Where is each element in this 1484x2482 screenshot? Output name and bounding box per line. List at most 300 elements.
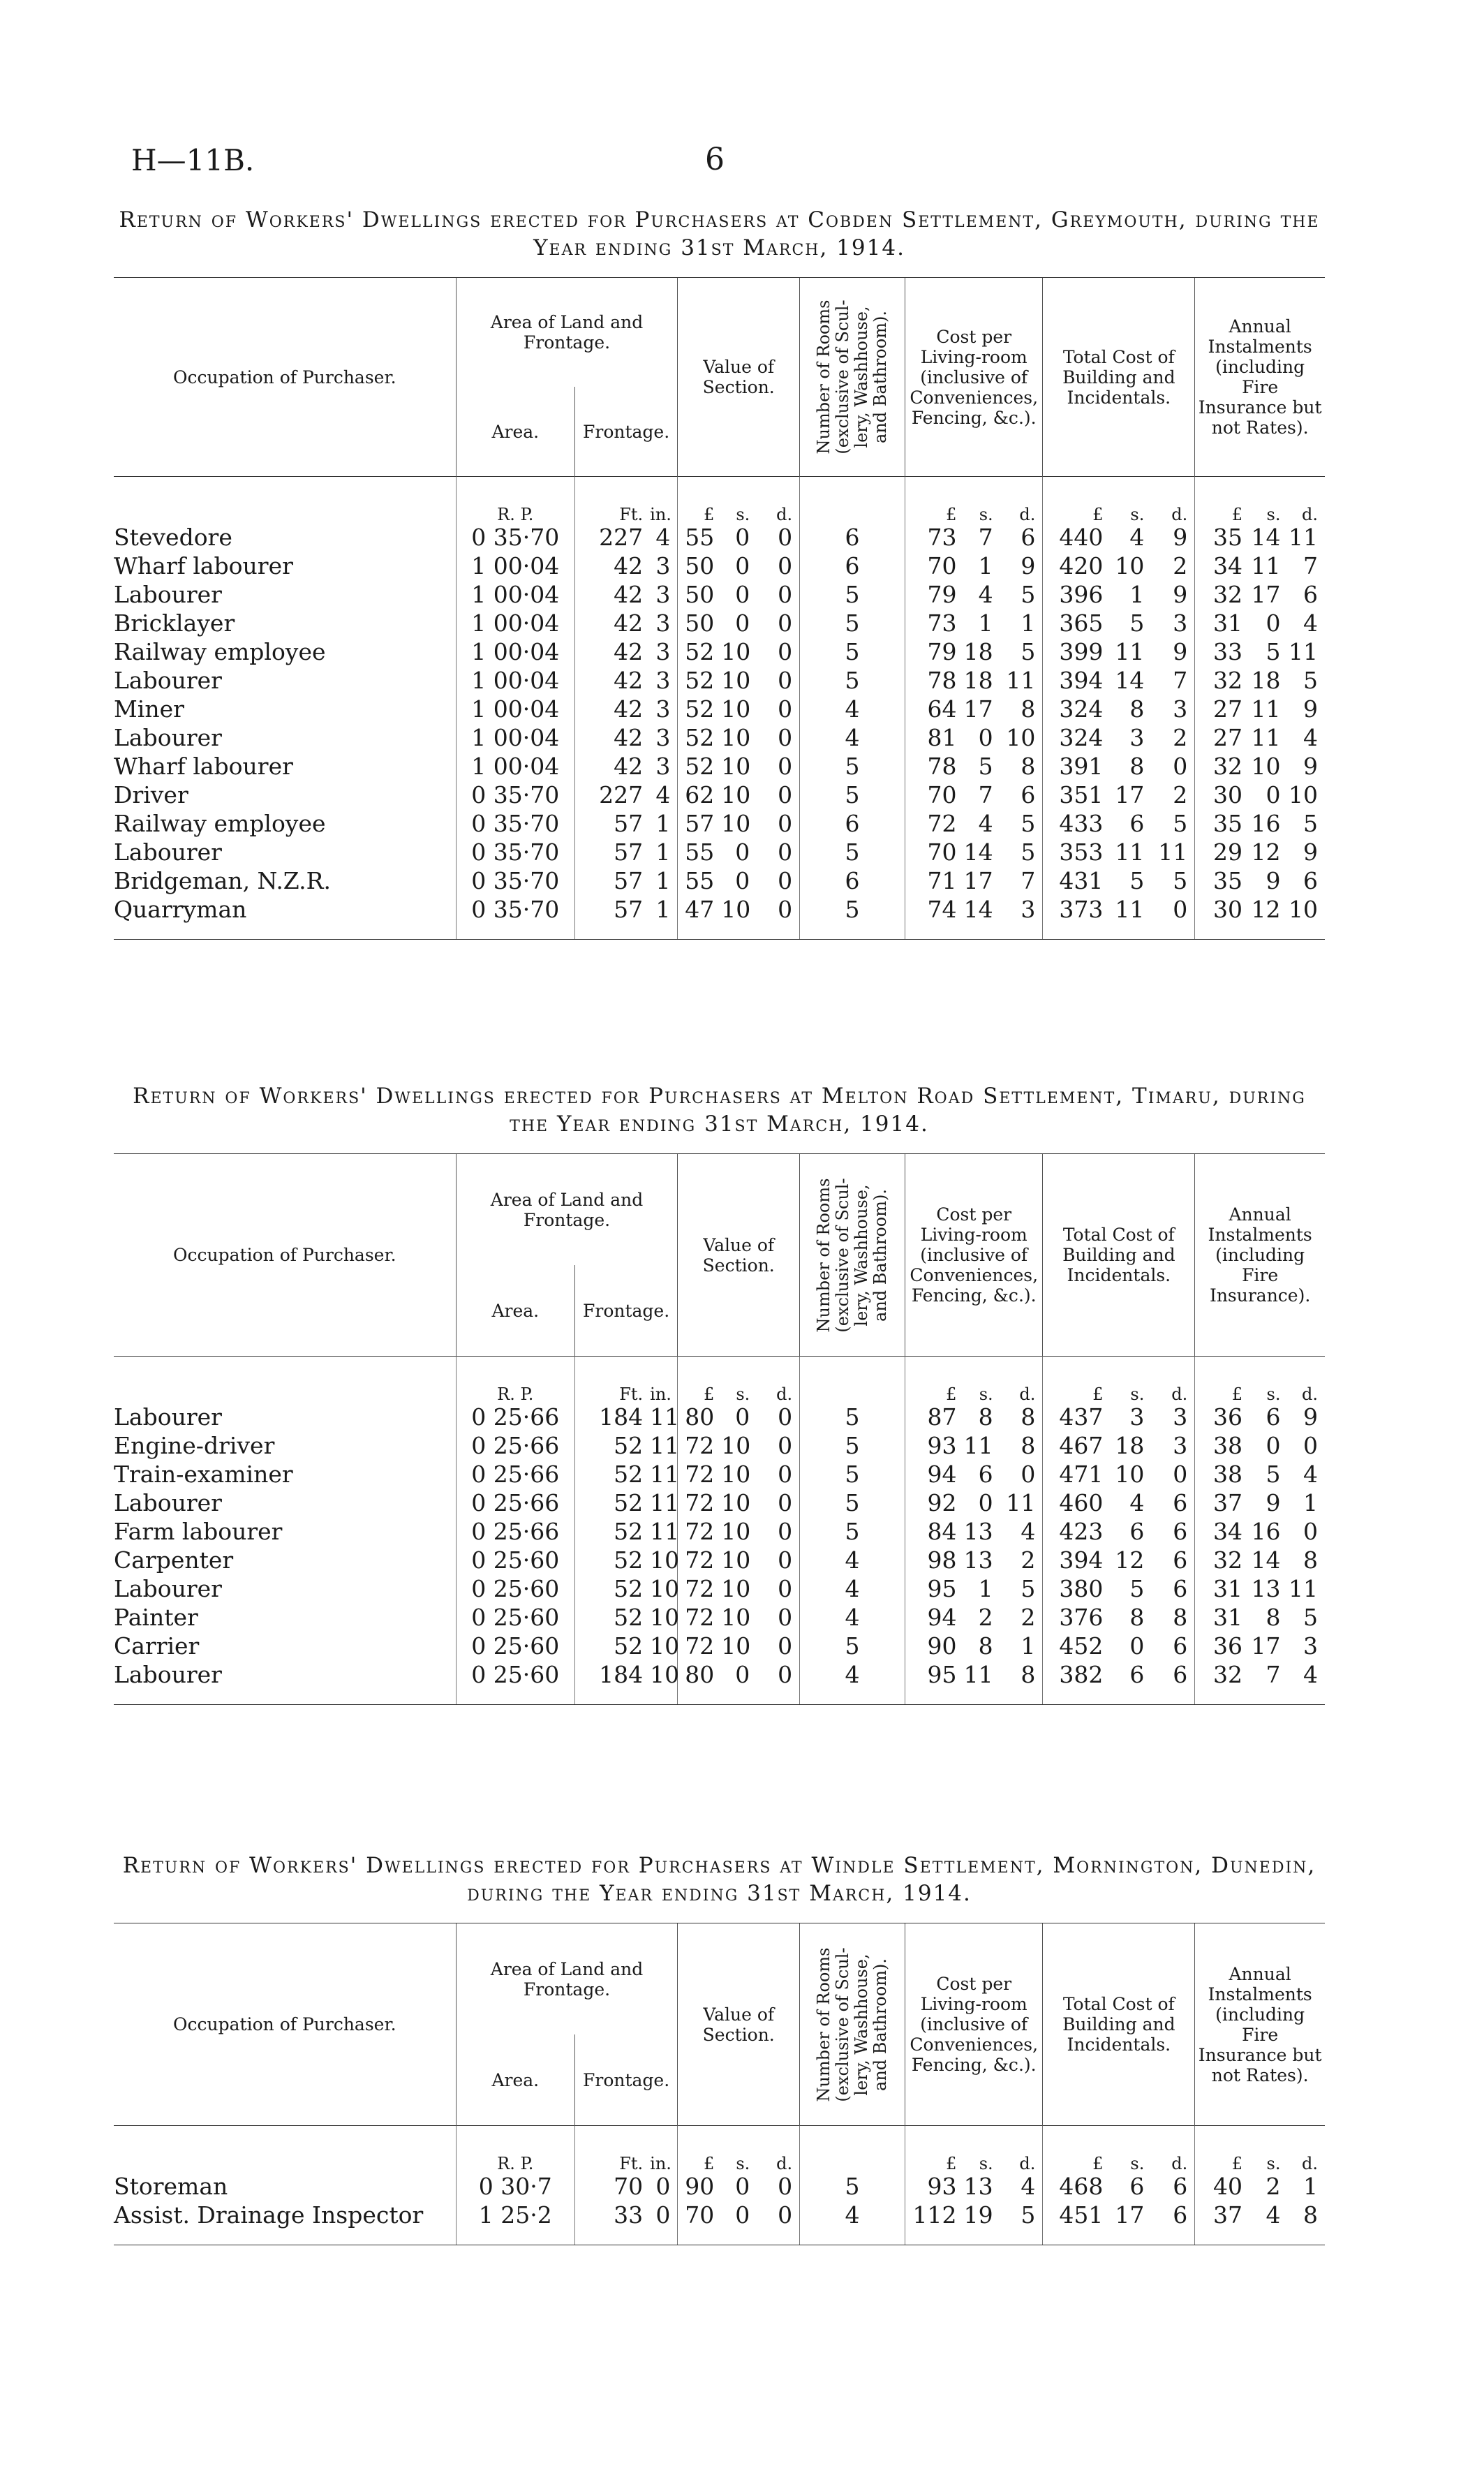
instalment-pence-cell: 3 xyxy=(1303,1632,1318,1660)
unit-feet: Ft. xyxy=(574,477,650,524)
rooms-header xyxy=(800,1923,905,2126)
area-cell: 0 35·70 xyxy=(456,895,574,940)
unit-pence: d. xyxy=(1151,2126,1194,2173)
value-pounds-cell: 80 xyxy=(678,1403,721,1431)
value-pence-cell: 0 xyxy=(778,1518,793,1545)
unit-pence: d. xyxy=(1288,2126,1326,2173)
instalment-pence-cell: 10 xyxy=(1289,781,1318,808)
table-row xyxy=(114,1431,1325,1460)
total-pounds-cell: 376 xyxy=(1043,1603,1110,1632)
rooms-cell: 5 xyxy=(800,1431,905,1460)
frontage-ft-cell: 57 xyxy=(574,809,650,838)
cost-shillings-cell: 19 xyxy=(963,2201,1000,2245)
rooms-header-line: (exclusive of Scul- xyxy=(833,300,853,455)
value-shillings-cell: 10 xyxy=(721,1518,751,1545)
unit-pound: £ xyxy=(678,1357,721,1403)
page-identifier: H—11B. xyxy=(131,143,255,177)
occupation-header: Occupation of Purchaser. xyxy=(114,278,456,477)
total-pence-cell: 9 xyxy=(1173,524,1188,551)
cost-pounds-cell: 70 xyxy=(905,781,964,809)
occupation-cell xyxy=(114,1603,456,1632)
frontage-ft-cell: 52 xyxy=(574,1574,650,1603)
cost-pounds-cell: 81 xyxy=(905,723,964,752)
annual-instalments-header: Annual Instalments (including Fire Insurance). xyxy=(1195,1154,1325,1357)
frontage-ft-cell: 70 xyxy=(574,2172,650,2201)
rooms-header-line: lery, Washhouse, xyxy=(852,1953,872,2096)
value-pence-cell: 0 xyxy=(778,581,793,608)
rooms-cell: 5 xyxy=(800,1403,905,1431)
instalment-pence-cell: 4 xyxy=(1303,610,1318,637)
instalment-shillings-cell: 7 xyxy=(1249,1660,1287,1705)
total-pence-cell: 11 xyxy=(1158,839,1188,866)
instalment-pounds-cell: 32 xyxy=(1195,580,1249,609)
cost-pounds-cell: 78 xyxy=(905,666,964,695)
instalment-shillings-cell: 16 xyxy=(1251,810,1281,837)
instalment-pence-cell: 8 xyxy=(1303,1546,1318,1574)
total-pence-cell: 2 xyxy=(1173,724,1188,751)
frontage-ft-cell: 184 xyxy=(574,1403,650,1431)
cost-pounds-cell: 95 xyxy=(905,1574,964,1603)
area-cell: 0 25·60 xyxy=(456,1546,574,1574)
total-pounds-cell: 451 xyxy=(1043,2201,1110,2245)
unit-pound: £ xyxy=(1043,1357,1110,1403)
value-pence-cell: 0 xyxy=(778,867,793,894)
cost-pence-cell: 7 xyxy=(1021,867,1036,894)
cost-shillings-cell: 13 xyxy=(963,2173,993,2200)
value-shillings-cell: 10 xyxy=(721,1604,751,1631)
cost-pounds-cell: 84 xyxy=(905,1517,964,1546)
unit-pound: £ xyxy=(678,2126,721,2173)
occupation-cell xyxy=(114,2172,456,2201)
value-shillings-cell: 0 xyxy=(735,552,750,579)
unit-shilling: s. xyxy=(721,2126,757,2173)
total-pounds-cell: 353 xyxy=(1043,838,1110,866)
instalment-pence-cell: 11 xyxy=(1289,638,1318,665)
total-pounds-cell: 423 xyxy=(1043,1517,1110,1546)
cost-per-room-header: Cost per Living-room (inclusive of Conveniences, Fencing, &c.). xyxy=(905,1154,1043,1357)
frontage-ft-cell: 57 xyxy=(574,838,650,866)
value-shillings-cell: 0 xyxy=(735,839,750,866)
rooms-cell: 4 xyxy=(800,1574,905,1603)
instalment-pounds-cell: 38 xyxy=(1195,1431,1249,1460)
rooms-cell: 5 xyxy=(800,895,905,940)
table-row xyxy=(114,838,1325,866)
total-pence-cell: 6 xyxy=(1173,1518,1188,1545)
area-cell: 0 25·60 xyxy=(456,1603,574,1632)
frontage-in-cell: 1 xyxy=(650,895,678,940)
area-cell: 1 00·04 xyxy=(456,752,574,781)
instalment-shillings-cell: 12 xyxy=(1249,895,1287,940)
total-cost-header: Total Cost of Building and Incidentals. xyxy=(1043,278,1195,477)
cost-pounds-cell: 64 xyxy=(905,695,964,723)
area-header: Area. xyxy=(456,387,574,476)
cost-shillings-cell: 0 xyxy=(978,1489,993,1516)
table-row xyxy=(114,2172,1325,2201)
cost-pounds-cell: 90 xyxy=(905,1632,964,1660)
value-pence-cell: 0 xyxy=(757,895,799,940)
occupation-text: Miner xyxy=(114,695,184,723)
value-shillings-cell: 10 xyxy=(721,1432,751,1459)
cost-pounds-cell: 78 xyxy=(905,752,964,781)
rooms-cell: 4 xyxy=(800,1603,905,1632)
occupation-cell xyxy=(114,809,456,838)
value-pounds-cell: 80 xyxy=(678,1660,721,1705)
instalment-pounds-cell: 31 xyxy=(1195,1574,1249,1603)
total-shillings-cell: 4 xyxy=(1129,1489,1145,1516)
frontage-ft-cell: 52 xyxy=(574,1517,650,1546)
cost-shillings-cell: 6 xyxy=(978,1461,993,1488)
cost-shillings-cell: 8 xyxy=(978,1403,993,1431)
cost-shillings-cell: 11 xyxy=(963,1660,1000,1705)
unit-pound: £ xyxy=(1195,2126,1249,2173)
total-pounds-cell: 373 xyxy=(1043,895,1110,940)
rooms-header-line: and Bathroom). xyxy=(870,311,891,443)
occupation-cell xyxy=(114,552,456,580)
table-row xyxy=(114,1460,1325,1489)
value-of-section-header: Value of Section. xyxy=(678,278,800,477)
total-pence-cell: 0 xyxy=(1173,1461,1188,1488)
frontage-in-cell: 1 xyxy=(655,839,671,866)
occupation-cell xyxy=(114,695,456,723)
value-pence-cell: 0 xyxy=(778,667,793,694)
cost-pounds-cell: 73 xyxy=(905,523,964,552)
cost-shillings-cell: 4 xyxy=(978,581,993,608)
cost-shillings-cell: 17 xyxy=(963,695,993,723)
value-pence-cell: 0 xyxy=(778,753,793,780)
occupation-header: Occupation of Purchaser. xyxy=(114,1923,456,2126)
occupation-cell xyxy=(114,1574,456,1603)
instalment-pounds-cell: 38 xyxy=(1195,1460,1249,1489)
value-pounds-cell: 72 xyxy=(678,1603,721,1632)
total-pence-cell: 2 xyxy=(1173,552,1188,579)
cost-pounds-cell: 87 xyxy=(905,1403,964,1431)
rooms-header xyxy=(800,1154,905,1357)
unit-pound: £ xyxy=(905,2126,964,2173)
cost-shillings-cell: 18 xyxy=(963,667,993,694)
occupation-text: Railway employee xyxy=(114,638,326,665)
table-row xyxy=(114,1574,1325,1603)
instalment-shillings-cell: 4 xyxy=(1249,2201,1287,2245)
value-pounds-cell: 72 xyxy=(678,1632,721,1660)
instalment-shillings-cell: 17 xyxy=(1251,581,1281,608)
instalment-pounds-cell: 35 xyxy=(1195,523,1249,552)
unit-pence: d. xyxy=(1151,1357,1194,1403)
value-shillings-cell: 0 xyxy=(735,1403,750,1431)
value-pounds-cell: 55 xyxy=(678,523,721,552)
value-shillings-cell: 0 xyxy=(735,2173,750,2200)
cost-pounds-cell: 112 xyxy=(905,2201,964,2245)
instalment-pounds-cell: 32 xyxy=(1195,1660,1249,1705)
occupation-text: Wharf labourer xyxy=(114,753,293,780)
unit-pence: d. xyxy=(1000,477,1043,524)
total-pounds-cell: 399 xyxy=(1043,637,1110,666)
total-shillings-cell: 6 xyxy=(1129,1518,1145,1545)
total-pounds-cell: 431 xyxy=(1043,866,1110,895)
total-shillings-cell: 14 xyxy=(1115,667,1145,694)
instalment-pence-cell: 4 xyxy=(1303,1461,1318,1488)
frontage-ft-cell: 42 xyxy=(574,666,650,695)
value-pence-cell: 0 xyxy=(778,839,793,866)
rooms-cell: 5 xyxy=(800,609,905,637)
area-header: Area. xyxy=(456,2034,574,2126)
area-cell: 1 25·2 xyxy=(456,2201,574,2245)
rooms-header-line: (exclusive of Scul- xyxy=(833,1947,853,2102)
cost-pounds-cell: 79 xyxy=(905,580,964,609)
value-shillings-cell: 10 xyxy=(721,667,751,694)
instalment-shillings-cell: 0 xyxy=(1266,610,1281,637)
frontage-in-cell: 10 xyxy=(650,1660,678,1705)
occupation-text: Labourer xyxy=(114,839,222,866)
cost-pence-cell: 11 xyxy=(1006,667,1036,694)
cost-pounds-cell: 94 xyxy=(905,1460,964,1489)
area-cell: 0 35·70 xyxy=(456,523,574,552)
value-pounds-cell: 50 xyxy=(678,580,721,609)
value-pence-cell: 0 xyxy=(757,2201,799,2245)
total-pence-cell: 3 xyxy=(1173,1432,1188,1459)
cost-per-room-header: Cost per Living-room (inclusive of Conveniences, Fencing, &c.). xyxy=(905,278,1043,477)
table-row xyxy=(114,523,1325,552)
total-shillings-cell: 6 xyxy=(1129,810,1145,837)
windle-section xyxy=(114,1852,1325,2245)
melton-road-table xyxy=(114,1153,1325,1705)
total-shillings-cell: 0 xyxy=(1129,1632,1145,1660)
windle-title: Return of Workers' Dwellings erected for Purchasers at Windle Settlement, Mornington, Dunedin, during the Year ending 31st March, 1914. xyxy=(122,1853,1316,1906)
occupation-cell xyxy=(114,895,456,940)
instalment-pounds-cell: 31 xyxy=(1195,1603,1249,1632)
unit-shilling: s. xyxy=(1110,1357,1151,1403)
rooms-header-line: lery, Washhouse, xyxy=(852,1183,872,1327)
value-of-section-header: Value of Section. xyxy=(678,1154,800,1357)
rooms-header-line: Number of Rooms xyxy=(814,1178,834,1332)
instalment-pence-cell: 6 xyxy=(1303,581,1318,608)
cost-pence-cell: 1 xyxy=(1021,610,1036,637)
frontage-ft-cell: 42 xyxy=(574,752,650,781)
occupation-cell xyxy=(114,838,456,866)
value-pounds-cell: 52 xyxy=(678,637,721,666)
cost-pounds-cell: 73 xyxy=(905,609,964,637)
frontage-in-cell: 0 xyxy=(655,2173,671,2200)
rooms-header-line: Number of Rooms xyxy=(814,300,834,455)
cobden-section xyxy=(114,206,1325,940)
cost-pence-cell: 5 xyxy=(1021,810,1036,837)
value-shillings-cell: 10 xyxy=(721,724,751,751)
instalment-pounds-cell: 32 xyxy=(1195,1546,1249,1574)
cost-pence-cell: 8 xyxy=(1021,1403,1036,1431)
frontage-header: Frontage. xyxy=(574,387,677,476)
table-row xyxy=(114,752,1325,781)
occupation-text: Labourer xyxy=(114,581,222,608)
unit-pence: d. xyxy=(1000,1357,1043,1403)
instalment-pounds-cell: 30 xyxy=(1195,781,1249,809)
instalment-shillings-cell: 12 xyxy=(1251,839,1281,866)
value-pounds-cell: 55 xyxy=(678,866,721,895)
frontage-in-cell: 3 xyxy=(655,581,671,608)
occupation-cell xyxy=(114,781,456,809)
value-pounds-cell: 72 xyxy=(678,1431,721,1460)
total-pence-cell: 9 xyxy=(1173,581,1188,608)
cost-pence-cell: 8 xyxy=(1000,1660,1043,1705)
unit-shilling: s. xyxy=(721,1357,757,1403)
area-cell: 1 00·04 xyxy=(456,723,574,752)
instalment-pounds-cell: 33 xyxy=(1195,637,1249,666)
value-pounds-cell: 72 xyxy=(678,1489,721,1517)
table-row xyxy=(114,695,1325,723)
total-pence-cell: 9 xyxy=(1173,638,1188,665)
value-pounds-cell: 52 xyxy=(678,695,721,723)
unit-shilling: s. xyxy=(963,2126,1000,2173)
rooms-cell: 5 xyxy=(800,637,905,666)
total-pence-cell: 5 xyxy=(1173,867,1188,894)
melton-road-title: Return of Workers' Dwellings erected for Purchasers at Melton Road Settlement, Timaru, during the Year ending 31st March, 1914. xyxy=(133,1084,1306,1137)
total-shillings-cell: 6 xyxy=(1129,2173,1145,2200)
total-pounds-cell: 396 xyxy=(1043,580,1110,609)
units-blank xyxy=(114,477,456,524)
rooms-cell: 6 xyxy=(800,552,905,580)
occupation-text: Storeman xyxy=(114,2173,228,2200)
cost-pence-cell: 3 xyxy=(1000,895,1043,940)
frontage-in-cell: 10 xyxy=(650,1604,680,1631)
instalment-shillings-cell: 5 xyxy=(1266,638,1281,665)
instalment-pounds-cell: 29 xyxy=(1195,838,1249,866)
frontage-header: Frontage. xyxy=(574,2034,677,2126)
instalment-pence-cell: 4 xyxy=(1288,1660,1326,1705)
value-shillings-cell: 0 xyxy=(735,524,750,551)
occupation-cell xyxy=(114,1403,456,1431)
unit-pound: £ xyxy=(1043,2126,1110,2173)
occupation-cell xyxy=(114,1632,456,1660)
rooms-header-line: and Bathroom). xyxy=(870,1188,891,1322)
frontage-ft-cell: 227 xyxy=(574,781,650,809)
unit-pence: d. xyxy=(757,1357,799,1403)
cost-pence-cell: 6 xyxy=(1021,524,1036,551)
occupation-cell xyxy=(114,752,456,781)
value-shillings-cell: 10 xyxy=(721,1461,751,1488)
total-pounds-cell: 452 xyxy=(1043,1632,1110,1660)
cost-shillings-cell: 14 xyxy=(963,839,993,866)
frontage-in-cell: 3 xyxy=(655,667,671,694)
total-shillings-cell: 4 xyxy=(1129,524,1145,551)
instalment-shillings-cell: 11 xyxy=(1251,695,1281,723)
instalment-pounds-cell: 31 xyxy=(1195,609,1249,637)
area-cell: 0 35·70 xyxy=(456,781,574,809)
value-pounds-cell: 47 xyxy=(678,895,721,940)
cost-shillings-cell: 1 xyxy=(978,610,993,637)
unit-inches: in. xyxy=(650,1357,678,1403)
value-of-section-header: Value of Section. xyxy=(678,1923,800,2126)
total-pounds-cell: 440 xyxy=(1043,523,1110,552)
cost-pence-cell: 1 xyxy=(1021,1632,1036,1660)
table-row xyxy=(114,809,1325,838)
total-pence-cell: 6 xyxy=(1173,1575,1188,1602)
frontage-ft-cell: 57 xyxy=(574,866,650,895)
instalment-shillings-cell: 9 xyxy=(1266,1489,1281,1516)
total-shillings-cell: 17 xyxy=(1115,781,1145,808)
area-header: Area. xyxy=(456,1265,574,1357)
total-pence-cell: 6 xyxy=(1151,1660,1194,1705)
unit-pound: £ xyxy=(905,1357,964,1403)
instalment-shillings-cell: 14 xyxy=(1251,1546,1281,1574)
cost-pence-cell: 0 xyxy=(1021,1461,1036,1488)
cost-shillings-cell: 0 xyxy=(978,724,993,751)
frontage-in-cell: 10 xyxy=(650,1546,680,1574)
total-pence-cell: 2 xyxy=(1173,781,1188,808)
frontage-ft-cell: 33 xyxy=(574,2201,650,2245)
land-frontage-header: Area of Land and Frontage. xyxy=(456,278,678,387)
rooms-header-rotated xyxy=(815,1947,890,2101)
frontage-in-cell: 10 xyxy=(650,1632,680,1660)
total-pence-cell: 6 xyxy=(1173,1489,1188,1516)
table-row xyxy=(114,552,1325,580)
cost-shillings-cell: 1 xyxy=(978,1575,993,1602)
total-pounds-cell: 380 xyxy=(1043,1574,1110,1603)
table-row xyxy=(114,1489,1325,1517)
frontage-ft-cell: 227 xyxy=(574,523,650,552)
value-pence-cell: 0 xyxy=(778,781,793,808)
cost-pence-cell: 5 xyxy=(1021,839,1036,866)
total-pounds-cell: 437 xyxy=(1043,1403,1110,1431)
area-cell: 0 25·60 xyxy=(456,1574,574,1603)
value-shillings-cell: 10 xyxy=(721,781,751,808)
cost-shillings-cell: 8 xyxy=(978,1632,993,1660)
rooms-cell: 4 xyxy=(800,1660,905,1705)
rooms-cell: 6 xyxy=(800,866,905,895)
frontage-in-cell: 3 xyxy=(655,610,671,637)
instalment-pence-cell: 5 xyxy=(1303,810,1318,837)
rooms-cell: 5 xyxy=(800,1460,905,1489)
frontage-in-cell: 11 xyxy=(650,1403,680,1431)
rooms-cell: 5 xyxy=(800,838,905,866)
total-pence-cell: 6 xyxy=(1173,2173,1188,2200)
value-pence-cell: 0 xyxy=(778,524,793,551)
total-shillings-cell: 10 xyxy=(1115,552,1145,579)
value-pence-cell: 0 xyxy=(778,1432,793,1459)
total-pence-cell: 7 xyxy=(1173,667,1188,694)
cost-shillings-cell: 5 xyxy=(978,753,993,780)
total-pence-cell: 3 xyxy=(1173,1403,1188,1431)
value-pence-cell: 0 xyxy=(778,724,793,751)
unit-pound: £ xyxy=(678,477,721,524)
cost-pence-cell: 11 xyxy=(1006,1489,1036,1516)
unit-pence: d. xyxy=(1288,477,1326,524)
frontage-in-cell: 11 xyxy=(650,1432,680,1459)
occupation-cell xyxy=(114,523,456,552)
area-cell: 0 35·70 xyxy=(456,809,574,838)
total-shillings-cell: 3 xyxy=(1129,724,1145,751)
total-shillings-cell: 5 xyxy=(1129,867,1145,894)
instalment-pence-cell: 8 xyxy=(1288,2201,1326,2245)
occupation-text: Farm labourer xyxy=(114,1518,283,1545)
frontage-in-cell: 4 xyxy=(655,524,671,551)
rooms-cell: 4 xyxy=(800,723,905,752)
occupation-cell xyxy=(114,1517,456,1546)
rooms-header-line: Number of Rooms xyxy=(814,1947,834,2101)
frontage-in-cell: 1 xyxy=(655,810,671,837)
value-shillings-cell: 10 xyxy=(721,895,757,940)
cost-pence-cell: 5 xyxy=(1021,581,1036,608)
cost-shillings-cell: 4 xyxy=(978,810,993,837)
value-shillings-cell: 0 xyxy=(721,1660,757,1705)
instalment-pence-cell: 9 xyxy=(1303,753,1318,780)
rooms-cell: 5 xyxy=(800,1632,905,1660)
instalment-pence-cell: 0 xyxy=(1303,1518,1318,1545)
value-shillings-cell: 10 xyxy=(721,695,751,723)
total-shillings-cell: 18 xyxy=(1115,1432,1145,1459)
frontage-header: Frontage. xyxy=(574,1265,677,1357)
unit-shilling: s. xyxy=(1110,2126,1151,2173)
instalment-shillings-cell: 2 xyxy=(1266,2173,1281,2200)
occupation-text: Labourer xyxy=(114,1489,222,1516)
unit-pence: d. xyxy=(757,477,799,524)
